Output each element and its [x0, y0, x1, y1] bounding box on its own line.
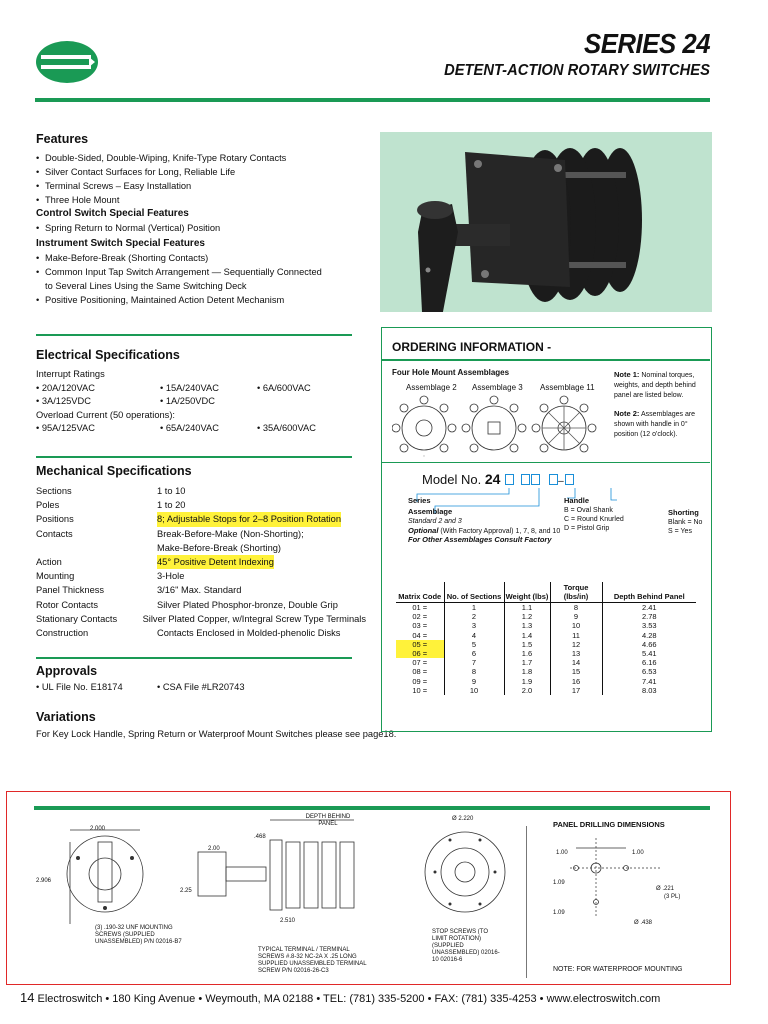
footer-text: Electroswitch • 180 King Avenue • Weymouth, MA 02188 • TEL: (781) 335-5200 • FAX: (781) 335-4253 • www.electroswitch.com	[37, 993, 661, 1005]
depth-label: DEPTH BEHIND PANEL	[305, 814, 351, 827]
matrix-cell: 3.53	[641, 621, 657, 631]
matrix-cell: 5	[444, 640, 504, 649]
electrical-heading: Electrical Specifications	[36, 348, 180, 362]
overload-value: • 65A/240VAC	[160, 423, 219, 433]
matrix-cell: 16	[550, 677, 602, 686]
matrix-header: Weight (lbs)	[504, 582, 550, 603]
matrix-cell: 15	[550, 667, 602, 676]
matrix-cell: 1	[444, 603, 504, 613]
assemblage-label: Assemblage 11	[540, 383, 595, 392]
matrix-row	[396, 658, 696, 667]
instrument-feature-continuation: to Several Lines Using the Same Switching Deck	[45, 281, 247, 291]
matrix-cell: 4.28	[641, 630, 657, 640]
matrix-cell: 2.0	[504, 686, 550, 695]
instrument-feature-item: • Common Input Tap Switch Arrangement — Sequentially Connected	[36, 265, 366, 279]
dim-label: 1.09	[553, 880, 565, 886]
dim-label: 1.00	[632, 850, 644, 856]
matrix-row	[396, 603, 696, 613]
panel-drilling-title: PANEL DRILLING DIMENSIONS	[553, 820, 665, 829]
spec-row: Action 45° Positive Detent Indexing	[36, 555, 366, 569]
overload-value: • 35A/600VAC	[257, 423, 316, 433]
spec-row: Mounting 3-Hole	[36, 571, 185, 582]
dim-label: 1.09	[553, 910, 565, 916]
header-divider	[35, 98, 710, 102]
other-option: For Other Assemblages Consult Factory	[408, 535, 552, 544]
matrix-cell: 09 =	[396, 677, 444, 686]
assemblage-diagrams	[392, 392, 612, 458]
model-box	[521, 474, 530, 485]
ul-file: • UL File No. E18174	[36, 682, 123, 692]
matrix-cell: 2.41	[641, 603, 657, 612]
dim-label: Ø .438	[634, 920, 653, 926]
matrix-cell: 10 =	[396, 686, 444, 695]
control-features-heading: Control Switch Special Features	[36, 208, 189, 219]
matrix-cell: 6	[444, 649, 504, 658]
matrix-row	[396, 649, 696, 658]
model-box	[531, 474, 540, 485]
ordering-information-box	[381, 327, 712, 732]
control-feature-item: • Spring Return to Normal (Vertical) Position	[36, 221, 366, 235]
standard-option: Standard 2 and 3	[408, 518, 462, 525]
spec-row: Stationary Contacts Silver Plated Copper, w/Integral Screw Type Terminals	[36, 613, 366, 624]
matrix-cell: 4.66	[641, 639, 657, 649]
matrix-table	[396, 582, 696, 695]
features-section	[36, 132, 366, 307]
model-box	[505, 474, 514, 485]
note-2: Note 2: Assemblages are shown with handle in 0° position (12 o'clock).	[614, 409, 696, 438]
section-divider	[36, 334, 352, 336]
mechanical-table	[36, 484, 366, 640]
matrix-header: No. of Sections	[444, 582, 504, 603]
feature-item: • Silver Contact Surfaces for Long, Reliable Life	[36, 165, 366, 179]
series-label: Series	[408, 496, 431, 505]
interrupt-label: Interrupt Ratings	[36, 369, 105, 379]
matrix-cell: 04 =	[396, 631, 444, 640]
matrix-cell: 1.9	[504, 677, 550, 686]
matrix-cell: 3	[444, 621, 504, 630]
matrix-cell: 6.53	[641, 667, 657, 677]
matrix-cell: 1.5	[504, 640, 550, 649]
page-number: 14	[20, 990, 35, 1005]
feature-item: • Terminal Screws – Easy Installation	[36, 179, 366, 193]
matrix-cell: 14	[550, 658, 602, 667]
features-heading: Features	[36, 132, 89, 146]
dim-label: 2.25	[180, 888, 192, 894]
variations-section	[36, 710, 397, 742]
approvals-section	[36, 664, 366, 695]
matrix-cell: 02 =	[396, 612, 444, 621]
highlighted-value: 45° Positive Detent Indexing	[157, 555, 274, 569]
model-box	[565, 474, 574, 485]
rating-value: • 20A/120VAC	[36, 382, 95, 393]
shorting-field: Shorting Blank = No S = Yes	[668, 508, 703, 535]
handle-field: Handle B = Oval Shank C = Round Knurled D = Pistol Grip	[564, 496, 624, 532]
matrix-cell: 1.7	[504, 658, 550, 667]
rotary-switch-photo	[380, 132, 712, 312]
dim-label: (3 PL)	[664, 894, 681, 900]
matrix-cell: 08 =	[396, 667, 444, 676]
spec-row: Make-Before-Break (Shorting)	[157, 542, 282, 553]
highlighted-value: 8; Adjustable Stops for 2–8 Position Rotation	[157, 512, 341, 526]
electrical-specs-section	[36, 348, 366, 436]
matrix-cell: 10	[550, 621, 602, 630]
matrix-cell: 07 =	[396, 658, 444, 667]
optional-option: Optional (With Factory Approval) 1, 7, 8, and 10	[408, 526, 561, 535]
matrix-cell: 1.8	[504, 667, 550, 676]
matrix-cell: 7.41	[641, 676, 657, 686]
matrix-cell: 9	[444, 677, 504, 686]
spec-row: Rotor Contacts Silver Plated Phosphor-bronze, Double Grip	[36, 599, 338, 610]
variations-heading: Variations	[36, 710, 96, 724]
ordering-divider	[382, 462, 710, 463]
matrix-cell: 06 =	[396, 649, 444, 658]
variations-text: For Key Lock Handle, Spring Return or Waterproof Mount Switches please see page18.	[36, 729, 397, 739]
matrix-cell: 2	[444, 612, 504, 621]
page-footer	[20, 990, 660, 1005]
waterproof-note: NOTE: FOR WATERPROOF MOUNTING	[553, 966, 683, 973]
series-title: SERIES 24	[583, 28, 710, 59]
dim-label: 2.00	[208, 846, 220, 852]
matrix-row	[396, 686, 696, 695]
matrix-cell: 6.16	[641, 658, 657, 668]
spec-row: Positions 8; Adjustable Stops for 2–8 Position Rotation	[36, 512, 366, 526]
matrix-cell: 03 =	[396, 621, 444, 630]
ordering-divider	[382, 359, 710, 361]
matrix-row	[396, 640, 696, 649]
matrix-row	[396, 677, 696, 686]
dim-label: Ø .221	[656, 886, 675, 892]
spec-row: Contacts Break-Before-Make (Non-Shorting);	[36, 528, 304, 539]
matrix-row	[396, 612, 696, 621]
matrix-cell: 9	[550, 612, 602, 621]
instrument-features-heading: Instrument Switch Special Features	[36, 238, 205, 249]
four-hole-heading: Four Hole Mount Assemblages	[392, 368, 510, 377]
stop-screw-note: STOP SCREWS (TO LIMIT ROTATION) (SUPPLIED UNASSEMBLED) 02016-10 02016-6	[432, 929, 500, 963]
matrix-cell: 11	[550, 631, 602, 640]
spec-row: Sections 1 to 10	[36, 486, 186, 496]
spec-row: Construction Contacts Enclosed in Molded-phenolic Disks	[36, 628, 341, 639]
matrix-header: Torque (lbs/in)	[550, 582, 602, 603]
matrix-cell: 8	[444, 667, 504, 676]
matrix-cell: 1.2	[504, 612, 550, 621]
matrix-cell: 17	[550, 686, 602, 695]
terminal-note: TYPICAL TERMINAL / TERMINAL SCREWS #.8-32 NC-2A X .25 LONG SUPPLIED UNASSEMBLED TERMINAL SCREW P/N 02016-26-C3	[258, 947, 367, 974]
rating-value: • 3A/125VDC	[36, 396, 91, 406]
dim-label: 2.510	[280, 918, 296, 924]
feature-item: • Three Hole Mount	[36, 193, 366, 207]
matrix-cell: 5.41	[641, 649, 657, 659]
matrix-body	[396, 603, 696, 696]
drawing-separator	[526, 826, 527, 978]
assemblage-field: Assemblage	[408, 507, 453, 516]
matrix-cell: 8.03	[641, 685, 657, 695]
spec-row: Panel Thickness 3/16" Max. Standard	[36, 585, 242, 596]
interrupt-ratings	[36, 382, 366, 409]
instrument-feature-item: • Make-Before-Break (Shorting Contacts)	[36, 251, 366, 265]
spec-row: Poles 1 to 20	[36, 500, 186, 511]
feature-item: • Double-Sided, Double-Wiping, Knife-Type Rotary Contacts	[36, 151, 366, 165]
matrix-row	[396, 667, 696, 676]
mechanical-heading: Mechanical Specifications	[36, 464, 192, 478]
matrix-header: Depth Behind Panel	[602, 582, 696, 603]
assemblage-label: Assemblage 3	[472, 383, 523, 392]
instrument-feature-item: • Positive Positioning, Maintained Action Detent Mechanism	[36, 293, 366, 307]
matrix-cell: 10	[444, 686, 504, 695]
rating-value: • 1A/250VDC	[160, 396, 215, 406]
assemblage-label: Assemblage 2	[406, 383, 457, 392]
dim-label: 2.000	[90, 826, 106, 832]
features-list	[36, 151, 366, 207]
matrix-row	[396, 631, 696, 640]
matrix-cell: 8	[550, 603, 602, 613]
matrix-cell: 1.1	[504, 603, 550, 613]
rating-value: • 15A/240VAC	[160, 382, 219, 393]
overload-value: • 95A/125VAC	[36, 423, 95, 433]
note-1: Note 1: Nominal torques, weights, and depth behind panel are listed below.	[614, 370, 696, 399]
matrix-cell: 2.78	[641, 612, 657, 622]
matrix-cell: 05 =	[396, 640, 444, 649]
electroswitch-logo	[35, 40, 99, 84]
drawings-divider	[34, 806, 710, 810]
approvals-heading: Approvals	[36, 664, 98, 678]
notes	[614, 370, 710, 440]
overload-label: Overload Current (50 operations):	[36, 409, 176, 420]
instrument-features-list	[36, 251, 366, 307]
dim-label: 2.906	[36, 878, 52, 884]
model-number: Model No. 24 –	[422, 471, 574, 487]
dim-label: Ø 2.220	[452, 816, 474, 822]
mount-screw-note: (3) .190-32 UNF MOUNTING SCREWS (SUPPLIED UNASSEMBLED) P/N 02016-B7	[95, 925, 182, 945]
matrix-cell: 7	[444, 658, 504, 667]
matrix-cell: 1.6	[504, 649, 550, 658]
matrix-cell: 12	[550, 640, 602, 649]
matrix-cell: 13	[550, 649, 602, 658]
matrix-cell: 01 =	[396, 603, 444, 613]
matrix-cell: 1.3	[504, 621, 550, 630]
overload-ratings	[36, 422, 366, 436]
matrix-row	[396, 621, 696, 630]
section-divider	[36, 456, 352, 458]
rating-value: • 6A/600VAC	[257, 382, 311, 393]
ordering-title: ORDERING INFORMATION -	[392, 340, 552, 354]
dim-label: 1.00	[556, 850, 568, 856]
model-box	[549, 474, 558, 485]
matrix-cell: 1.4	[504, 631, 550, 640]
mechanical-specs-section	[36, 464, 366, 640]
matrix-header: Matrix Code	[396, 582, 444, 603]
matrix-cell: 4	[444, 631, 504, 640]
csa-file: • CSA File #LR20743	[157, 682, 245, 692]
model-prefix: 24	[484, 471, 501, 487]
control-features-list	[36, 221, 366, 235]
series-subtitle: DETENT-ACTION ROTARY SWITCHES	[444, 62, 710, 79]
dim-label: .468	[254, 834, 266, 840]
section-divider	[36, 657, 352, 659]
